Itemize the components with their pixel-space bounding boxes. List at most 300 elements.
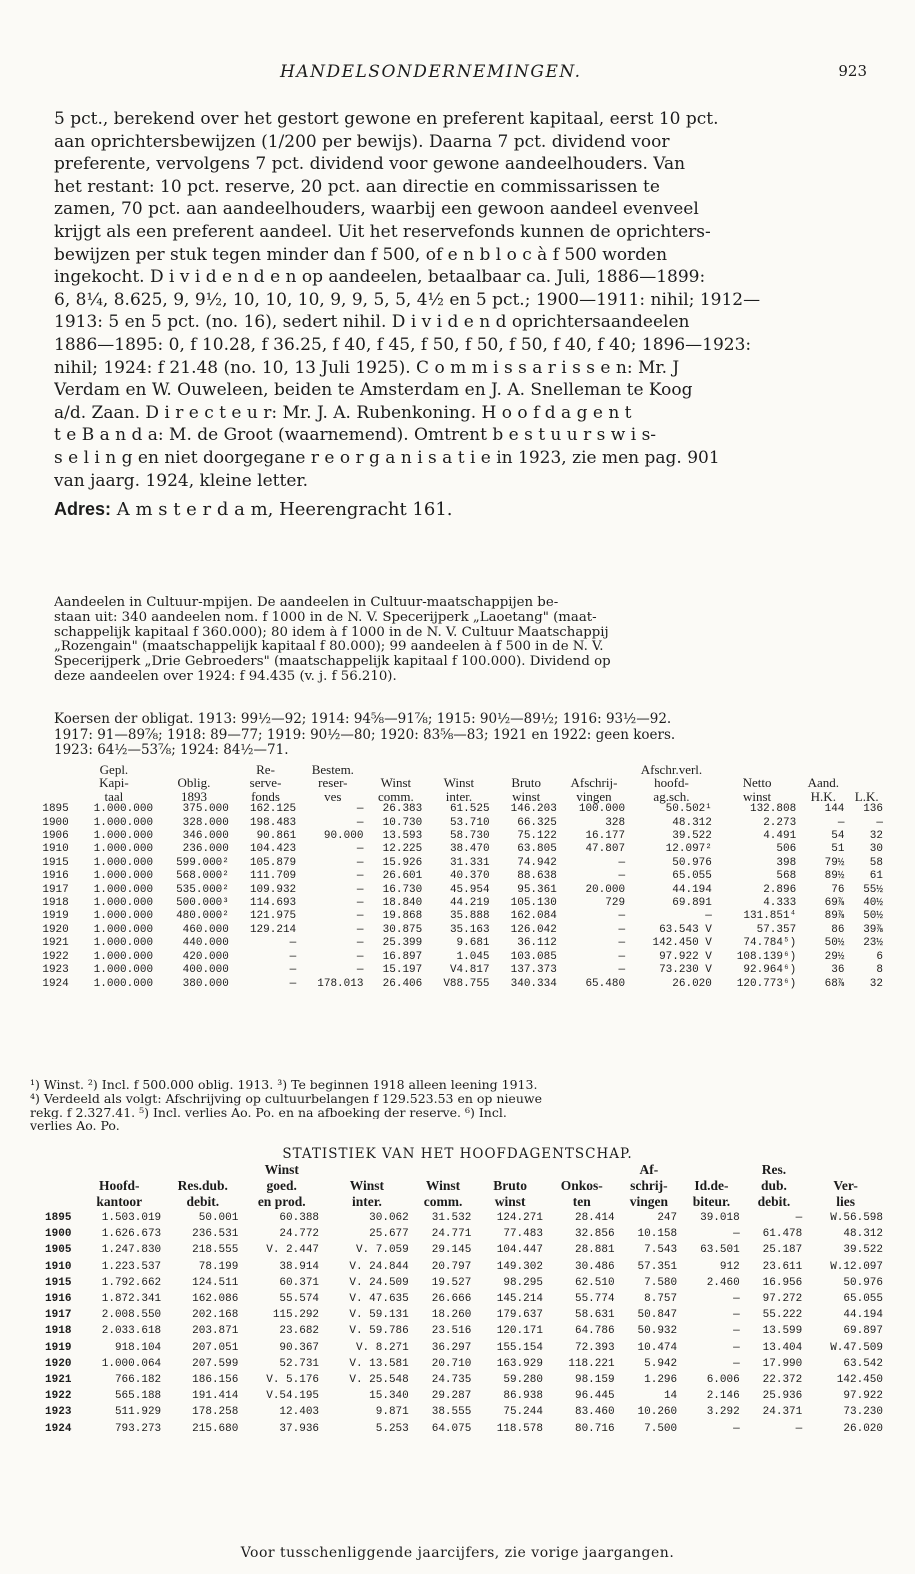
table-cell: 63.542 (843, 1357, 883, 1370)
table-cell: 100.000 (578, 803, 626, 816)
table-cell: 191.414 (192, 1390, 239, 1403)
table-cell: 149.302 (496, 1260, 543, 1273)
table-cell: — (618, 856, 626, 869)
shares-note (54, 596, 880, 685)
table-cell: 54 (831, 830, 845, 843)
table-cell: 15.340 (369, 1390, 409, 1403)
table-cell: 24.735 (431, 1374, 472, 1387)
table-cell: 104.447 (496, 1244, 543, 1257)
table-cell: 108.139⁶) (736, 950, 797, 963)
table-row (30, 1388, 886, 1404)
header-cell: inter. (351, 1194, 382, 1209)
table-row (30, 1242, 886, 1258)
text-line: van jaarg. 1924, kleine letter. (54, 470, 309, 491)
body-paragraph (54, 108, 874, 492)
text-line: staan uit: 340 aandeelen nom. f 1000 in de N. V. Specerijperk „Laoetang" (maat- (54, 610, 597, 625)
header-cell: H.K. (810, 788, 836, 804)
statistics-title: STATISTIEK VAN HET HOOFDAGENTSCHAP. (282, 1146, 633, 1162)
table-cell: 53.710 (449, 816, 490, 829)
text-line: preferente, vervolgens 7 pct. dividend voor gewone aandeelhouders. Van (54, 154, 686, 175)
table-cell: 511.929 (114, 1406, 162, 1419)
table-cell: 506 (776, 843, 797, 856)
table-cell: 86 (831, 923, 845, 936)
text-line: Specerijperk „Drie Gebroeders" (maatschappelijk kapitaal f 100.000). Dividend op (54, 655, 611, 670)
page-number: 923 (838, 62, 867, 80)
table-cell: 13.593 (382, 830, 423, 843)
table-cell: 1.000.000 (93, 816, 154, 829)
header-cell: ves (324, 788, 342, 804)
table-cell: 26.020 (672, 977, 712, 990)
table-cell: 16.956 (762, 1276, 803, 1289)
table-cell: 39⅞ (863, 923, 883, 936)
header-cell: en prod. (257, 1194, 306, 1209)
table-cell: V. 13.581 (349, 1357, 409, 1370)
header-cell (474, 1162, 546, 1178)
header-cell: Afschr.verl. (640, 762, 703, 777)
table-cell: 23.611 (762, 1260, 803, 1273)
header-cell: debit. (186, 1194, 220, 1209)
table-row (30, 884, 886, 897)
table-cell: 64.075 (431, 1422, 472, 1435)
table-cell: — (356, 897, 364, 910)
table-cell: 145.214 (496, 1293, 543, 1306)
table-cell: 178.013 (317, 977, 364, 990)
header-cell: Winst (264, 1162, 299, 1177)
header-cell (799, 763, 847, 776)
header-cell (546, 1162, 618, 1178)
table-cell: 25.399 (382, 937, 423, 950)
header-cell: goed. (266, 1178, 297, 1193)
header-cell (30, 1162, 74, 1178)
table-row (30, 937, 886, 950)
table-cell: 31.331 (449, 856, 490, 869)
table-cell: 912 (719, 1260, 740, 1273)
header-row (30, 776, 886, 789)
table-cell: — (733, 1309, 740, 1322)
table-cell: 120.171 (496, 1325, 543, 1338)
year-cell: 1919 (42, 910, 69, 923)
table-cell: 25.936 (762, 1390, 803, 1403)
table-row (30, 1421, 886, 1437)
table-cell: 5.253 (375, 1422, 409, 1435)
header-cell: ten (572, 1194, 591, 1209)
table-cell: 328 (605, 816, 626, 829)
table-cell: 793.273 (114, 1422, 162, 1435)
year-cell: 1915 (42, 856, 69, 869)
table-cell: 20.797 (431, 1260, 472, 1273)
table-cell: 328.000 (182, 816, 229, 829)
year-cell: 1915 (45, 1276, 72, 1289)
text-line: verlies Ao. Po. (30, 1119, 120, 1134)
table-cell: 29.287 (431, 1390, 472, 1403)
table-cell: 36.297 (431, 1341, 472, 1354)
year-cell: 1916 (45, 1293, 72, 1306)
table-cell: 2.896 (763, 883, 797, 896)
header-cell (74, 1162, 164, 1178)
header-cell (366, 763, 425, 776)
table-cell: 89⅞ (824, 910, 845, 923)
table-cell: 35.163 (449, 923, 490, 936)
text-line: het restant: 10 pct. reserve, 20 pct. aan directie en commissarissen te (54, 176, 660, 197)
table-cell: 36 (831, 964, 845, 977)
table-cell: W.12.097 (830, 1260, 883, 1273)
header-cell (156, 763, 232, 776)
table-cell: 76 (831, 883, 845, 896)
table-row (30, 1226, 886, 1242)
text-line: aan oprichtersbewijzen (1/200 per bewijs). Daarna 7 pct. dividend voor (54, 131, 670, 152)
text-line: schappelijk kapitaal f 360.000); 80 idem à f 1000 in de N. V. Cultuur Maatschappij (54, 625, 609, 640)
table-cell: — (733, 1422, 740, 1435)
text-line: „Rozengain" (maatschappelijk kapitaal f 80.000); 99 aandeelen à f 500 in de N. V. (54, 640, 604, 655)
year-cell: 1917 (45, 1309, 72, 1322)
table-cell: 51 (831, 843, 845, 856)
bond-quotes (54, 712, 880, 759)
header-cell: dub. (761, 1178, 787, 1193)
year-cell: 1923 (42, 964, 69, 977)
table-cell: 40½ (863, 897, 883, 910)
table-cell: 45.954 (449, 883, 490, 896)
running-title: HANDELSONDERNEMINGEN. (280, 62, 582, 82)
table-cell: 1.000.000 (93, 910, 154, 923)
table-cell: 186.156 (192, 1374, 239, 1387)
table-cell: 1.045 (456, 950, 490, 963)
table-cell: 59.280 (503, 1374, 543, 1387)
text-line: a/d. Zaan. D i r e c t e u r: Mr. J. A. Rubenkoning. H o o f d a g e n t (54, 402, 632, 423)
table-cell: 73.230 V (659, 964, 712, 977)
table-cell: 60.371 (279, 1276, 320, 1289)
table-cell: 74.942 (517, 856, 557, 869)
table-row (30, 857, 886, 870)
year-cell: 1900 (45, 1228, 72, 1241)
table-cell: 114.693 (249, 897, 297, 910)
table-cell: 26.601 (382, 870, 423, 883)
table-cell: 1.000.064 (101, 1357, 162, 1370)
table-cell: — (289, 964, 297, 977)
header-row (30, 1162, 886, 1178)
table-cell: 16.897 (382, 950, 423, 963)
table-row (30, 910, 886, 923)
table-cell: 25.187 (762, 1244, 803, 1257)
table-cell: 375.000 (182, 803, 229, 816)
table-cell: 28.414 (574, 1212, 615, 1224)
table-cell: 124.271 (496, 1212, 543, 1224)
table-row (30, 870, 886, 883)
header-cell (30, 1178, 74, 1194)
table-cell: — (289, 950, 297, 963)
table-cell: 60.388 (279, 1212, 320, 1224)
header-row (30, 1178, 886, 1194)
year-cell: 1919 (45, 1341, 72, 1354)
table-cell: — (289, 937, 297, 950)
table-cell: 440.000 (182, 937, 229, 950)
table-cell: 207.599 (192, 1357, 239, 1370)
table-cell: 29½ (824, 950, 845, 963)
header-cell (30, 1194, 74, 1210)
table-row (30, 1340, 886, 1356)
table-row (30, 924, 886, 937)
table-cell: — (733, 1341, 740, 1354)
table-cell: — (795, 1422, 803, 1435)
header-cell: reser- (318, 775, 348, 791)
table-cell: 26.020 (843, 1422, 883, 1435)
table-cell: — (356, 910, 364, 923)
header-cell (164, 1162, 241, 1178)
table-cell: 179.637 (496, 1309, 543, 1322)
table-cell: 10.260 (637, 1406, 678, 1419)
table-cell: 69.897 (843, 1325, 883, 1338)
header-cell: biteur. (692, 1194, 731, 1209)
year-cell: 1916 (42, 870, 69, 883)
year-cell: 1895 (45, 1212, 72, 1224)
header-cell: Bruto (511, 775, 541, 791)
header-cell: winst (512, 788, 541, 804)
table-cell: 535.000² (176, 883, 229, 896)
table-cell: — (356, 870, 364, 883)
table-cell: 1.000.000 (93, 856, 154, 869)
table-cell: 1.000.000 (93, 897, 154, 910)
year-cell: 1918 (42, 897, 69, 910)
table-cell: V. 47.635 (349, 1293, 409, 1306)
table-cell: 10.158 (637, 1228, 678, 1241)
year-cell: 1900 (42, 816, 69, 829)
page-header (0, 62, 915, 84)
table-cell: 96.445 (574, 1390, 615, 1403)
table-cell: V. 24.844 (349, 1260, 409, 1273)
header-cell: taal (104, 788, 124, 804)
table-cell: 58.631 (574, 1309, 615, 1322)
table-cell: 7.500 (644, 1422, 678, 1435)
header-cell: Af- (639, 1162, 659, 1177)
table-cell: 2.273 (763, 816, 797, 829)
table-cell: 32.856 (574, 1228, 615, 1241)
table-cell: 1.000.000 (93, 977, 154, 990)
header-cell: Netto (742, 775, 772, 791)
text-line: deze aandeelen over 1924: f 94.435 (v. j. f 56.210). (54, 669, 397, 684)
table-cell: 58.730 (449, 830, 490, 843)
table-cell: — (356, 803, 364, 816)
table-cell: 29.145 (431, 1244, 472, 1257)
table-cell: 236.000 (182, 843, 229, 856)
year-cell: 1905 (45, 1244, 72, 1257)
table-cell: 215.680 (192, 1422, 239, 1435)
table-cell: 48.312 (843, 1228, 883, 1241)
header-cell: vingen (576, 788, 612, 804)
table-row (30, 897, 886, 910)
table-cell: 80.716 (574, 1422, 615, 1435)
table-cell: 162.086 (192, 1293, 239, 1306)
table-cell: 68⅞ (824, 977, 845, 990)
header-cell (680, 1162, 743, 1178)
header-cell: Onkos- (560, 1178, 603, 1193)
year-cell: 1920 (42, 923, 69, 936)
table-cell: 90.000 (323, 830, 364, 843)
table-cell: 105.130 (510, 897, 557, 910)
header-cell (30, 763, 72, 776)
table-cell: 30.486 (574, 1260, 615, 1273)
table-cell: 83.460 (574, 1406, 615, 1419)
table-cell: 23.516 (431, 1325, 472, 1338)
table-cell: 24.371 (762, 1406, 803, 1419)
header-cell: Bruto (493, 1178, 528, 1193)
year-cell: 1924 (45, 1422, 72, 1435)
table-cell: 15.197 (382, 964, 423, 977)
address-label: Adres: (54, 499, 112, 520)
table-cell: — (733, 1357, 740, 1370)
table-cell: 142.450 (836, 1374, 883, 1387)
table-cell: 2.146 (706, 1390, 740, 1403)
table-cell: 55½ (863, 883, 883, 896)
table-cell: 75.122 (517, 830, 557, 843)
table-cell: — (356, 816, 364, 829)
table-cell: — (733, 1228, 740, 1241)
table-cell: 38.555 (431, 1406, 472, 1419)
table-cell: 12.097² (665, 843, 712, 856)
table-cell: 1.296 (644, 1374, 678, 1387)
table-cell: 118.221 (568, 1357, 615, 1370)
table-cell: 61.478 (762, 1228, 803, 1241)
table-row (30, 830, 886, 843)
table-cell: 1.000.000 (93, 803, 154, 816)
table-cell: 74.784⁵) (743, 937, 797, 950)
table-row (30, 1259, 886, 1275)
table-cell: 50.847 (637, 1309, 678, 1322)
header-cell: inter. (445, 788, 473, 804)
header-cell: winst (494, 1194, 526, 1209)
table-cell: 178.258 (192, 1406, 239, 1419)
table-cell: — (837, 816, 845, 829)
year-cell: 1922 (42, 950, 69, 963)
header-cell: serve- (249, 775, 282, 791)
header-cell: lies (836, 1194, 855, 1209)
text-line: Verdam en W. Ouweleen, beiden te Amsterdam en J. A. Snelleman te Koog (54, 380, 693, 401)
table-cell: 729 (605, 897, 626, 910)
table-cell: 28.881 (574, 1244, 615, 1257)
table-cell: 202.168 (192, 1309, 239, 1322)
table-cell: 26.666 (431, 1293, 472, 1306)
table-cell: 568.000² (176, 870, 229, 883)
table-cell: 13.404 (762, 1341, 803, 1354)
header-cell (847, 776, 886, 789)
table-cell: — (618, 910, 626, 923)
table-cell: 236.531 (192, 1228, 239, 1241)
header-cell (425, 763, 492, 776)
table-cell: 90.861 (256, 830, 297, 843)
table-cell: 163.929 (496, 1357, 543, 1370)
text-line: ¹) Winst. ²) Incl. f 500.000 oblig. 1913. ³) Te beginnen 1918 alleen leening 1913. (30, 1078, 538, 1092)
table-cell: 37.936 (279, 1422, 320, 1435)
table-cell: 19.868 (382, 910, 423, 923)
header-cell (560, 763, 628, 776)
table-cell: 22.372 (762, 1374, 803, 1387)
table-cell: 65.055 (672, 870, 712, 883)
header-cell: Winst (349, 1178, 385, 1193)
year-cell: 1895 (42, 803, 69, 816)
table-cell: 3.292 (706, 1406, 740, 1419)
table-cell: 39.522 (672, 830, 712, 843)
table-cell: 13.599 (762, 1325, 803, 1338)
table-cell: 346.000 (182, 830, 229, 843)
table-cell: 420.000 (182, 950, 229, 963)
table-row (30, 1307, 886, 1323)
table-cell: 918.104 (114, 1341, 162, 1354)
table-cell: 118.578 (496, 1422, 543, 1435)
header-cell: comm. (377, 788, 414, 804)
table-cell: 7.543 (644, 1244, 678, 1257)
table-cell: 4.491 (763, 830, 797, 843)
table-cell: 4.333 (763, 897, 797, 910)
table-cell: V. 5.176 (266, 1374, 320, 1387)
table-row (30, 843, 886, 856)
table-row (30, 1275, 886, 1291)
table-cell: 98.159 (574, 1374, 615, 1387)
table-cell: 69.891 (672, 897, 712, 910)
table-cell: 65.480 (585, 977, 626, 990)
table-cell: 7.580 (644, 1276, 678, 1289)
table-cell: 20.710 (431, 1357, 472, 1370)
year-cell: 1918 (45, 1325, 72, 1338)
table-cell: 31.532 (431, 1212, 472, 1224)
table-cell: 30.875 (382, 923, 423, 936)
table-cell: 25.677 (369, 1228, 409, 1241)
table-cell: 86.938 (503, 1390, 543, 1403)
table-cell: 12.225 (382, 843, 423, 856)
table-cell: 17.990 (762, 1357, 803, 1370)
table-cell: V.54.195 (266, 1390, 320, 1403)
table-cell: 2.033.618 (101, 1325, 162, 1338)
year-cell: 1906 (42, 830, 69, 843)
header-row (30, 790, 886, 803)
table-cell: 1.000.000 (93, 830, 154, 843)
header-cell (805, 1162, 886, 1178)
header-cell: vingen (629, 1194, 668, 1209)
table-cell: — (289, 977, 297, 990)
table-cell: 38.470 (449, 843, 490, 856)
text-line: rekg. f 2.327.41. ⁵) Incl. verlies Ao. Po. en na afboeking der reserve. ⁶) Incl. (30, 1105, 507, 1120)
table-cell: V. 24.509 (349, 1276, 409, 1289)
table-cell: 50.976 (843, 1276, 883, 1289)
header-cell: Bestem. (311, 762, 354, 777)
table-cell: 97.922 V (659, 950, 712, 963)
table-row (30, 817, 886, 830)
table-cell: 15.926 (382, 856, 423, 869)
table-cell: 79½ (824, 856, 845, 869)
table-cell: 63.501 (700, 1244, 740, 1257)
table-cell: 16.730 (382, 883, 423, 896)
footnotes (30, 1078, 886, 1133)
table-cell: — (356, 937, 364, 950)
table-cell: 50½ (863, 910, 883, 923)
table-row (30, 951, 886, 964)
table-cell: 5.942 (644, 1357, 678, 1370)
table-cell: 30 (869, 843, 883, 856)
table-cell: 97.922 (843, 1390, 883, 1403)
table-cell: 50.932 (637, 1325, 678, 1338)
table-cell: 95.361 (517, 883, 557, 896)
table-cell: 460.000 (182, 923, 229, 936)
header-cell: Oblig. (177, 775, 211, 791)
footer-note: Voor tusschenliggende jaarcijfers, zie vorige jaargangen. (240, 1545, 675, 1561)
table-cell: 44.219 (449, 897, 490, 910)
text-line: Aandeelen in Cultuur-mpijen. De aandeelen in Cultuur-maatschappijen be- (54, 596, 559, 610)
table-cell: 198.483 (249, 816, 297, 829)
table-cell: 10.474 (637, 1341, 678, 1354)
table-cell: 111.709 (249, 870, 297, 883)
table-row (30, 964, 886, 977)
header-cell: Ver- (833, 1178, 858, 1193)
header-cell: 1893 (180, 788, 207, 804)
table-cell: 340.334 (510, 977, 557, 990)
header-cell: ag.sch. (653, 788, 690, 804)
